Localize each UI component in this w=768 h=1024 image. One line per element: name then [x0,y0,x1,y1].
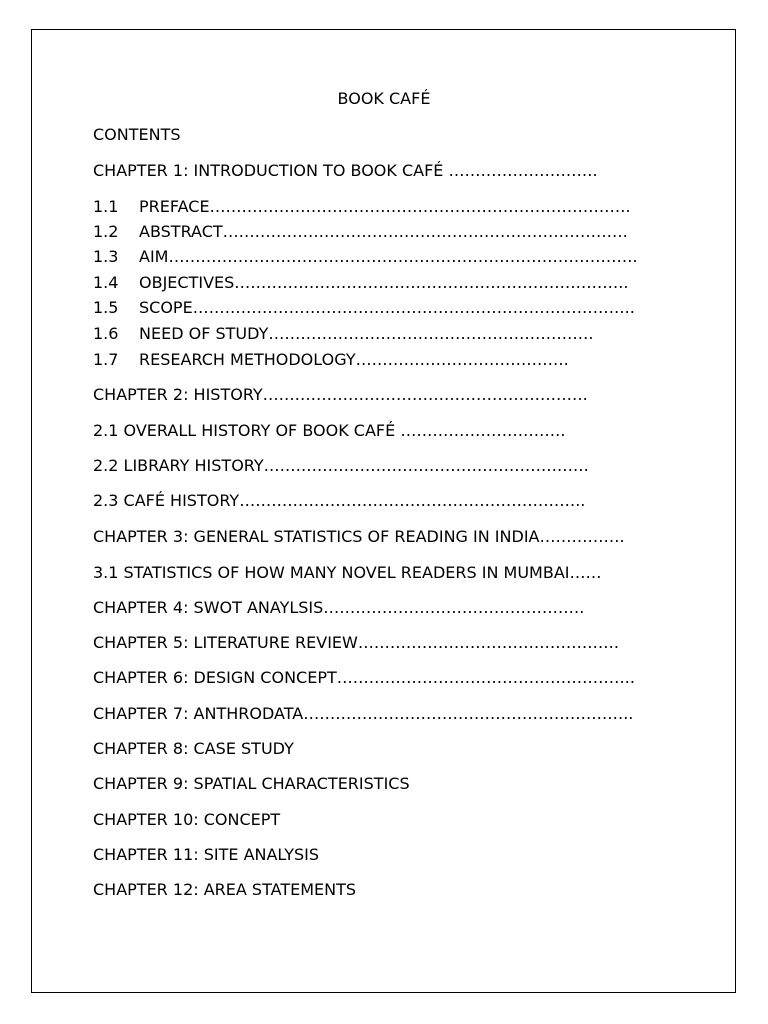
subsection-label: NEED OF STUDY……………………………………………………. [139,324,594,343]
chapter-2-entry: CHAPTER 2: HISTORY……………………………………………………. [93,385,588,404]
chapter-5-entry: CHAPTER 5: LITERATURE REVIEW…………………………………………. [93,633,619,652]
section-2-1-entry: 2.1 OVERALL HISTORY OF BOOK CAFÉ …………………………. [93,421,566,440]
chapter-6-entry: CHAPTER 6: DESIGN CONCEPT……………………………………………….. [93,668,635,687]
toc-subsection-1-1 [93,197,631,217]
subsection-label: PREFACE……………………………………………………………………. [139,197,631,216]
chapter-11-entry: CHAPTER 11: SITE ANALYSIS [93,845,320,864]
subsection-label: RESEARCH METHODOLOGY…………………………………. [139,350,569,369]
chapter-7-entry: CHAPTER 7: ANTHRODATA…………………………………………………….. [93,704,634,723]
section-3-1-entry: 3.1 STATISTICS OF HOW MANY NOVEL READERS IN MUMBAI…… [93,563,602,582]
subsection-number: 1.2 [93,222,119,241]
toc-subsection-1-6 [93,324,593,344]
section-2-2-entry: 2.2 LIBRARY HISTORY……………………………………………………. [93,456,589,475]
subsection-number: 1.7 [93,350,119,369]
chapter-3-entry: CHAPTER 3: GENERAL STATISTICS OF READING IN INDIA……………. [93,527,625,546]
toc-subsection-1-4 [93,273,628,293]
chapter-9-entry: CHAPTER 9: SPATIAL CHARACTERISTICS [93,774,410,793]
subsection-label: AIM……………………………………………………………………………. [139,247,638,266]
section-2-3-entry: 2.3 CAFÉ HISTORY……………………………………………………….. [93,491,586,510]
toc-subsection-1-5 [93,298,635,318]
chapter-12-entry: CHAPTER 12: AREA STATEMENTS [93,880,357,899]
subsection-label: OBJECTIVES……………………………………………………………….. [139,273,629,292]
subsection-number: 1.1 [93,197,119,216]
subsection-number: 1.6 [93,324,119,343]
subsection-number: 1.4 [93,273,119,292]
subsection-label: ABSTRACT…………………………………………………………………. [139,222,628,241]
toc-subsection-1-3 [93,247,638,267]
subsection-number: 1.3 [93,247,119,266]
subsection-label: SCOPE……………………………………………………………………….. [139,298,635,317]
toc-subsection-1-7 [93,350,569,370]
document-title: BOOK CAFÉ [337,89,431,108]
toc-subsection-1-2 [93,222,628,242]
contents-heading: CONTENTS [93,125,181,144]
chapter-8-entry: CHAPTER 8: CASE STUDY [93,739,294,758]
chapter-4-entry: CHAPTER 4: SWOT ANAYLSIS…………………………………………. [93,598,585,617]
subsection-number: 1.5 [93,298,119,317]
chapter-1-entry: CHAPTER 1: INTRODUCTION TO BOOK CAFÉ ………………………. [93,161,598,180]
chapter-10-entry: CHAPTER 10: CONCEPT [93,810,281,829]
